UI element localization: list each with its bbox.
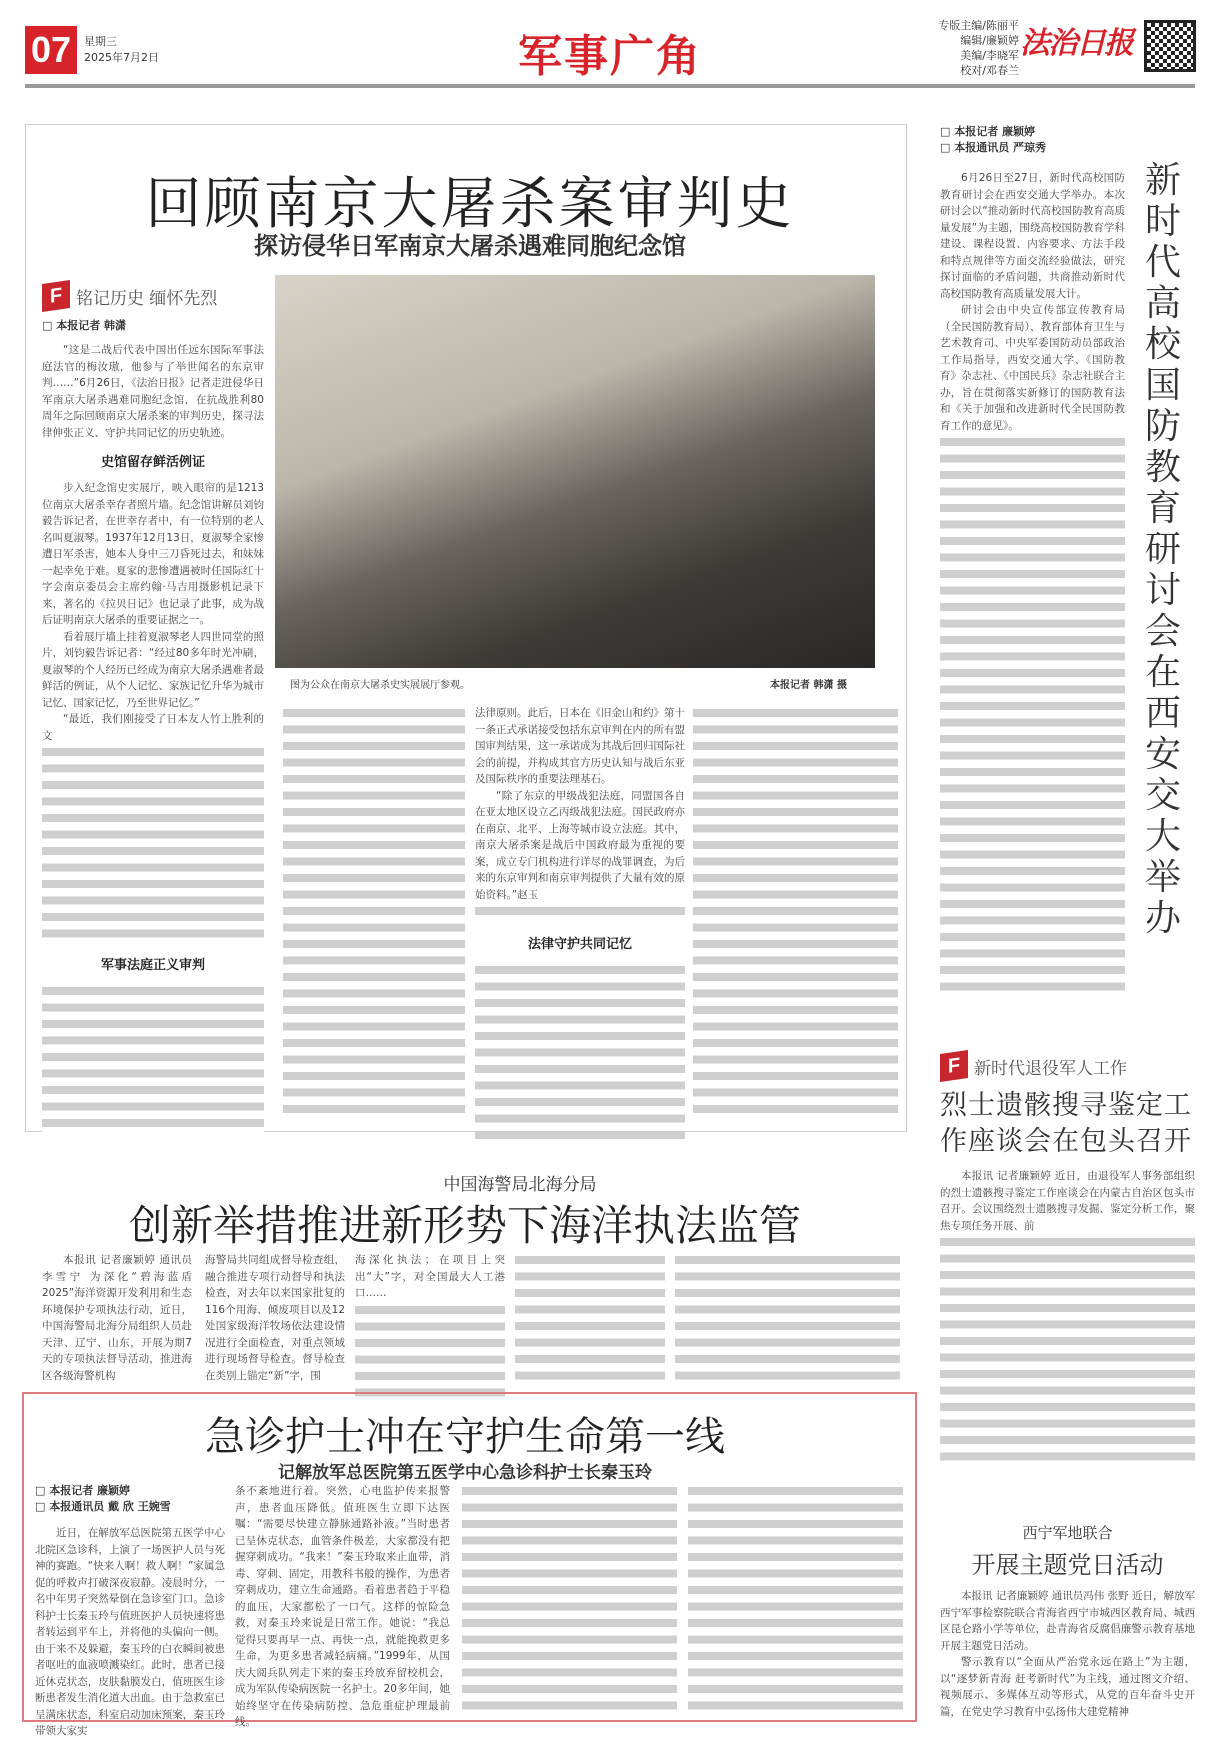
credit-line: 校对/邓春兰: [960, 64, 1019, 77]
byline: □ 本报记者 廉颖婷: [35, 1484, 131, 1497]
right-bottom-article: [940, 1522, 1195, 1720]
text-column: [35, 1483, 225, 1740]
text-column: [475, 705, 685, 1147]
byline: □ 本报通讯员 戴 欣 王婉雪: [35, 1500, 171, 1513]
text-block: [42, 983, 264, 1133]
text-block: [940, 1234, 1195, 1469]
photo-credit: 本报记者 韩潇 摄: [770, 680, 847, 691]
photo-caption: 图为公众在南京大屠杀史实展展厅参观。: [290, 680, 470, 691]
coast-guard-title: 创新举措推进新形势下海洋执法监管: [128, 1201, 801, 1250]
paragraph: 条不紊地进行着。突然，心电监护传来报警声，患者血压降低。值班医生立即下达医嘱：“需要尽快建立静脉通路补液。”当时患者已呈休克状态，血管条件极差，大家都没有把握穿刺成功。“我来！”秦玉玲取来止血带，消毒、穿刺、固定，用教科书般的操作，为患者穿刺成功，建立生命通路。看着患者趋于平稳的血压，大家都松了一口气。这样的惊险急救，对秦玉玲来说是日常工作。她说：“我总觉得只要再早一点、再快一点，就能挽救更多生命，为更多患者减轻病痛。”1999年，从国庆大阅兵队列走下来的秦玉玲放弃留校机会，成为军队传染病医院一名护士。20多年间，她始终坚守在传染病防控、急危重症护理最前线。: [235, 1485, 450, 1728]
paragraph: 警示教育以“全面从严治党永远在路上”为主题，以“逐梦新青海 赶考新时代”为主线，通过图文介绍、视频展示、多媒体互动等形式，从党的百年奋斗史开篇，在党史学习教育中弘扬伟大建党精神: [940, 1656, 1195, 1718]
right-top-article: [940, 124, 1125, 994]
nurse-story-subtitle: 记解放军总医院第五医学中心急诊科护士长秦玉玲: [278, 1463, 652, 1483]
editor-credits: [914, 18, 1019, 78]
paragraph: 本报讯 记者廉颖婷 通讯员李雪宁 为深化“碧海蓝盾2025”海洋资源开发利用和生态环境保护专项执法行动，近日，中国海警局北海分局组织人员赴天津、辽宁、山东，开展为期7天的专项执法督导活动，推进海区各级海警机构: [42, 1254, 192, 1382]
credit-line: 编辑/廉颖婷: [960, 34, 1019, 47]
top-story-subtitle: 探访侵华日军南京大屠杀遇难同胞纪念馆: [254, 232, 686, 260]
right-mid-title: 烈士遗骸搜寻鉴定工作座谈会在包头召开: [940, 1090, 1192, 1157]
top-story-left-column: [42, 282, 264, 1133]
column-logo-icon: F: [940, 1050, 968, 1082]
text-column: [675, 1252, 900, 1384]
weekday: 星期三: [84, 35, 117, 48]
column-tag-label: 铭记历史 缅怀先烈: [76, 288, 218, 309]
paragraph: 研讨会由中央宣传部宣传教育局（全民国防教育局）、教育部体育卫生与艺术教育司、中央军委国防动员部政治工作局指导，西安交通大学、《国防教育》杂志社、《中国民兵》杂志社联合主办，旨在贯彻落实新修订的国防教育法和《关于加强和改进新时代全民国防教育工作的意见》。: [940, 304, 1125, 432]
text-column: [283, 705, 465, 1120]
paragraph: 近日，在解放军总医院第五医学中心北院区急诊科，上演了一场医护人员与死神的赛跑。“快来人啊！救人啊！”家属急促的呼救声打破深夜寂静。凌晨时分，一名中年男子突然晕倒在急诊室门口。急诊科护士长秦玉玲与值班医护人员快速将患者转运到平车上，并将他的头偏向一侧。由于来不及躲避，秦玉玲的白衣瞬间被患者呕吐的血液喷溅染红。此时，患者已接近休克状态，皮肤黏膜发白，值班医生诊断患者发生消化道大出血。由于急救室已呈满床状态，科室启动加床预案，秦玉玲带领大家实: [35, 1527, 225, 1737]
top-story-title: 回顾南京大屠杀案审判史: [145, 172, 795, 237]
paragraph: “除了东京的甲级战犯法庭，同盟国各自在亚太地区设立乙丙级战犯法庭。国民政府亦在南京、北平、上海等城市设立法庭。其中，南京大屠杀案是战后中国政府最为重视的要案，成立专门机构进行详尽的战罪调查，为后来的东京审判和南京审判提供了大量有效的原始资料。”赵玉: [475, 789, 685, 901]
qr-code-icon: [1144, 20, 1196, 72]
text-block: [42, 744, 264, 944]
paragraph: 法律原则。此后，日本在《旧金山和约》第十一条正式承诺接受包括东京审判在内的所有盟国审判结果，这一承诺成为其战后回归国际社会的前提，并构成其官方历史认知与战后东亚及国际秩序的重要法理基石。: [475, 707, 685, 785]
kicker: 西宁军地联合: [1022, 1524, 1113, 1542]
page-number: 07: [25, 26, 77, 74]
section-title: 军事广角: [518, 31, 702, 82]
news-photo: [275, 275, 875, 668]
column-logo-icon: F: [42, 280, 70, 312]
subhead: 史馆留存鲜活例证: [100, 455, 205, 470]
paragraph: 6月26日至27日，新时代高校国防教育研讨会在西安交通大学举办。本次研讨会以“推动新时代高校国防教育高质量发展”为主题，围绕高校国防教育学科建设、课程设置、内容要求、方法手段和特点规律等方面交流经验做法，研究探讨面临的矛盾问题，共商推动新时代高校国防教育高质量发展大计。: [940, 172, 1125, 300]
paragraph: 看着展厅墙上挂着夏淑琴老人四世同堂的照片，刘钧毅告诉记者：“经过80多年时光冲刷，夏淑琴的个人经历已经成为南京大屠杀遇难者最鲜活的例证，从个人记忆、家族记忆升华为城市记忆、国家记忆，乃至世界记忆。”: [42, 630, 264, 709]
coast-guard-kicker: 中国海警局北海分局: [443, 1175, 597, 1195]
byline: □ 本报记者 廉颖婷: [940, 125, 1036, 138]
paragraph: 海深化执法；在项目上突出“大”字，对全国最大人工港口……: [355, 1254, 505, 1299]
text-block: [355, 1302, 505, 1402]
byline: □ 本报记者 韩潇: [42, 319, 127, 332]
lead-paragraph: “这是二战后代表中国出任远东国际军事法庭法官的梅汝璈，他参与了举世闻名的东京审判……”6月26日，《法治日报》记者走进侵华日军南京大屠杀遇难同胞纪念馆，在抗战胜利80周年之际回顾南京大屠杀案的审判历史，探寻法律伸张正义、守护共同记忆的历史轨迹。: [42, 344, 264, 439]
text-block: [475, 962, 685, 1147]
right-mid-article: [940, 1052, 1195, 1469]
issue-date: [84, 34, 159, 66]
text-block: [475, 903, 685, 923]
text-column: [462, 1483, 677, 1713]
credit-line: 专版主编/陈丽平: [938, 19, 1019, 32]
right-bottom-title: 开展主题党日活动: [971, 1551, 1164, 1579]
text-column: [693, 705, 898, 1120]
newspaper-logo: 法治日报: [1020, 26, 1132, 61]
paragraph: 海警局共同组成督导检查组，融合推进专项行动督导和执法检查，对去年以来国家批复的116个用海、倾废项目以及12处国家级海洋牧场依法建设情况进行全面检查，对重点领域进行现场督导检查。督导检查在类别上锚定“新”字，围: [205, 1254, 345, 1382]
paragraph: “最近，我们刚接受了日本友人竹上胜利的文: [42, 713, 264, 742]
column-tag-label: 新时代退役军人工作: [974, 1058, 1127, 1079]
column-tag: [42, 282, 264, 310]
text-column: [515, 1252, 665, 1384]
paragraph: 本报讯 记者廉颖婷 近日，由退役军人事务部组织的烈士遗骸搜寻鉴定工作座谈会在内蒙古自治区包头市召开。会议围绕烈士遗骸搜寻发掘、鉴定分析工作，聚焦专项任务开展、前: [940, 1170, 1195, 1232]
nurse-story-title: 急诊护士冲在守护生命第一线: [205, 1414, 725, 1460]
subhead: 军事法庭正义审判: [100, 958, 205, 973]
byline: □ 本报通讯员 严琼秀: [940, 141, 1047, 154]
column-tag: [940, 1052, 1195, 1080]
date: 2025年7月2日: [84, 51, 159, 64]
paragraph: 本报讯 记者廉颖婷 通讯员冯伟 张野 近日，解放军西宁军事检察院联合青海省西宁市城西区教育局、城西区昆仑路小学等单位，赴青海省反腐倡廉警示教育基地开展主题党日活动。: [940, 1590, 1195, 1652]
text-block: [940, 434, 1125, 994]
text-column: [355, 1252, 505, 1402]
right-top-title: 新时代高校国防教育研讨会在西安交大举办: [1144, 160, 1181, 939]
text-column: [688, 1483, 903, 1713]
paragraph: 步入纪念馆史实展厅，映入眼帘的是1213位南京大屠杀幸存者照片墙。纪念馆讲解员刘钧毅告诉记者，在世幸存者中，有一位特别的老人名叫夏淑琴。1937年12月13日，夏淑琴全家惨遭日军杀害，她本人身中三刀昏死过去，和妹妹一起幸免于难。夏家的悲惨遭遇被时任国际红十字会南京委员会主席约翰·马吉用摄影机记录下来，著名的《拉贝日记》也记录了此事，成为战后证明南京大屠杀的重要证据之一。: [42, 482, 264, 626]
header-divider: [25, 84, 1195, 88]
subhead: 法律守护共同记忆: [527, 937, 632, 952]
credit-line: 美编/李晓军: [960, 49, 1019, 62]
